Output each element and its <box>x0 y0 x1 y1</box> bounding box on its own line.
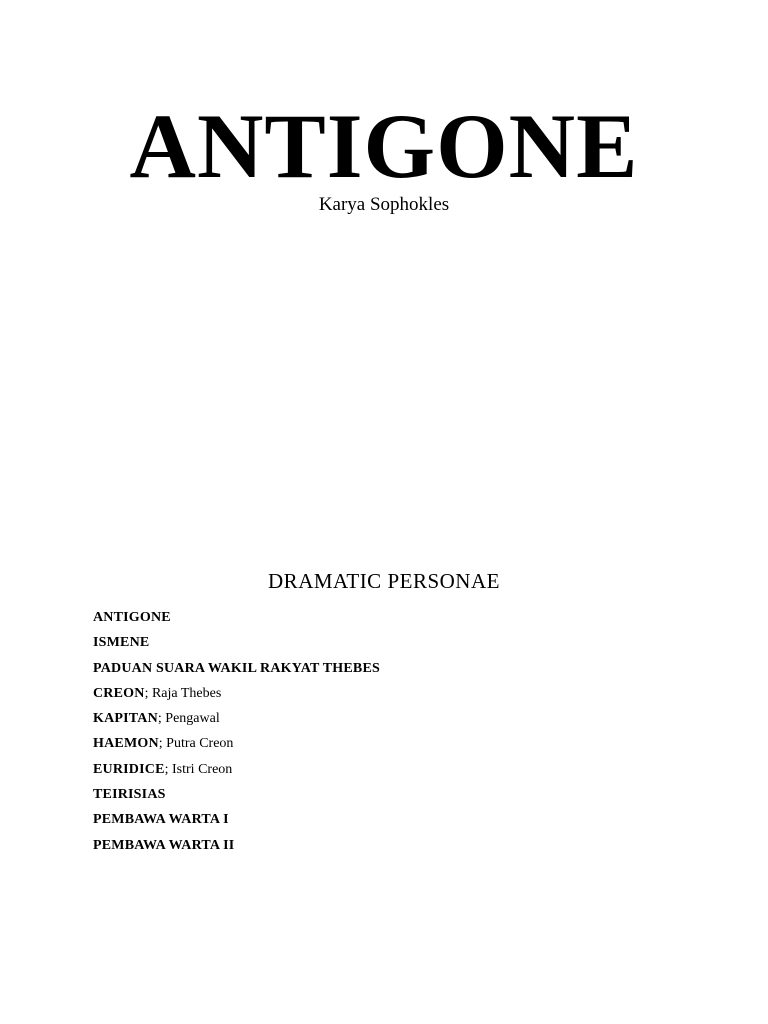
cast-name: PEMBAWA WARTA II <box>93 837 235 853</box>
cast-item <box>93 683 380 708</box>
cast-role: ; Raja Thebes <box>144 685 222 701</box>
cast-item <box>93 708 380 733</box>
section-heading: DRAMATIC PERSONAE <box>268 569 500 593</box>
cast-item <box>93 835 380 860</box>
cast-name: EURIDICE <box>93 761 165 777</box>
cast-list <box>93 607 380 860</box>
cast-name: ANTIGONE <box>93 610 171 625</box>
cast-item <box>93 809 380 834</box>
cast-name: PEMBAWA WARTA I <box>93 812 229 828</box>
cast-role: ; Istri Creon <box>164 761 233 777</box>
cast-name: KAPITAN <box>93 711 158 727</box>
cast-name: HAEMON <box>93 736 159 752</box>
cast-name: ISMENE <box>93 635 150 651</box>
cast-role: ; Putra Creon <box>158 736 234 752</box>
cast-item <box>93 733 380 758</box>
cast-name: CREON <box>93 685 145 701</box>
document-title: ANTIGONE <box>129 95 639 197</box>
cast-item <box>93 784 380 809</box>
document-subtitle: Karya Sophokles <box>318 194 450 215</box>
cast-item <box>93 759 380 784</box>
cast-role: ; Pengawal <box>157 711 220 727</box>
cast-item <box>93 607 380 632</box>
cast-name: PADUAN SUARA WAKIL RAKYAT THEBES <box>93 660 380 676</box>
cast-item <box>93 632 380 657</box>
cast-item <box>93 658 380 683</box>
cast-name: TEIRISIAS <box>93 787 166 803</box>
